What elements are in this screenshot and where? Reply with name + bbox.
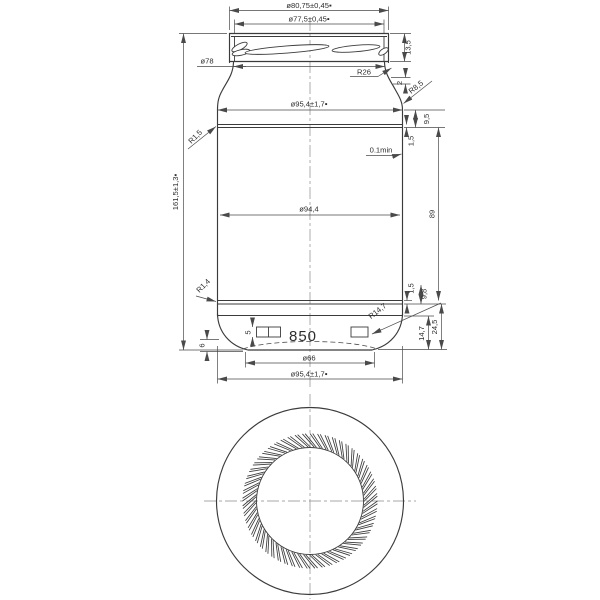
dim-finish-height: 13,5 xyxy=(403,40,413,55)
dim-corner-radius-top: R1,5 xyxy=(186,127,205,146)
dim-cap-thread-dia: ø77,5±0,45▪ xyxy=(288,14,330,24)
dim-base-dia: ø66 xyxy=(302,353,316,363)
dim-shoulder-step: 9,5 xyxy=(422,113,431,125)
dim-heel-zone-height: 24,5 xyxy=(430,319,439,335)
dim-heel-radius: R14,7 xyxy=(366,301,389,321)
dim-body-dia-mid: ø94,4 xyxy=(299,204,319,214)
mold-mark-right xyxy=(351,327,368,337)
extension-lines xyxy=(179,7,447,384)
dim-mark-height: 5 xyxy=(243,330,253,335)
dim-total-height: 161,5±1,3▪ xyxy=(171,173,180,211)
dim-heel-height: 14,7 xyxy=(417,326,426,341)
mold-number: 850 xyxy=(288,328,318,345)
dim-neck-dia: ø78 xyxy=(200,56,214,66)
dim-body-height: 89 xyxy=(427,209,437,219)
dim-base-inset: 6 xyxy=(197,343,207,348)
front-view xyxy=(171,1,447,387)
dim-step-gap-bottom: 1,5 xyxy=(406,283,416,294)
dim-bead-height: 2 xyxy=(395,80,404,86)
dim-cap-outer-dia: ø80,75±0,45▪ xyxy=(286,1,332,10)
dim-heel-step: 9,8 xyxy=(419,288,429,300)
dim-corner-radius-bottom: R1,4 xyxy=(194,276,213,295)
dim-shoulder-radius: R8,5 xyxy=(406,78,426,96)
dim-min-clearance: 0.1min xyxy=(369,145,393,155)
bottom-view xyxy=(204,394,416,599)
dim-step-gap-top: 1,5 xyxy=(406,135,416,147)
dim-thread-radius: R26 xyxy=(357,67,371,77)
dim-body-dia-top: ø95,4±1,7▪ xyxy=(290,99,328,109)
dim-body-dia-bottom: ø95,4±1,7▪ xyxy=(290,369,328,379)
